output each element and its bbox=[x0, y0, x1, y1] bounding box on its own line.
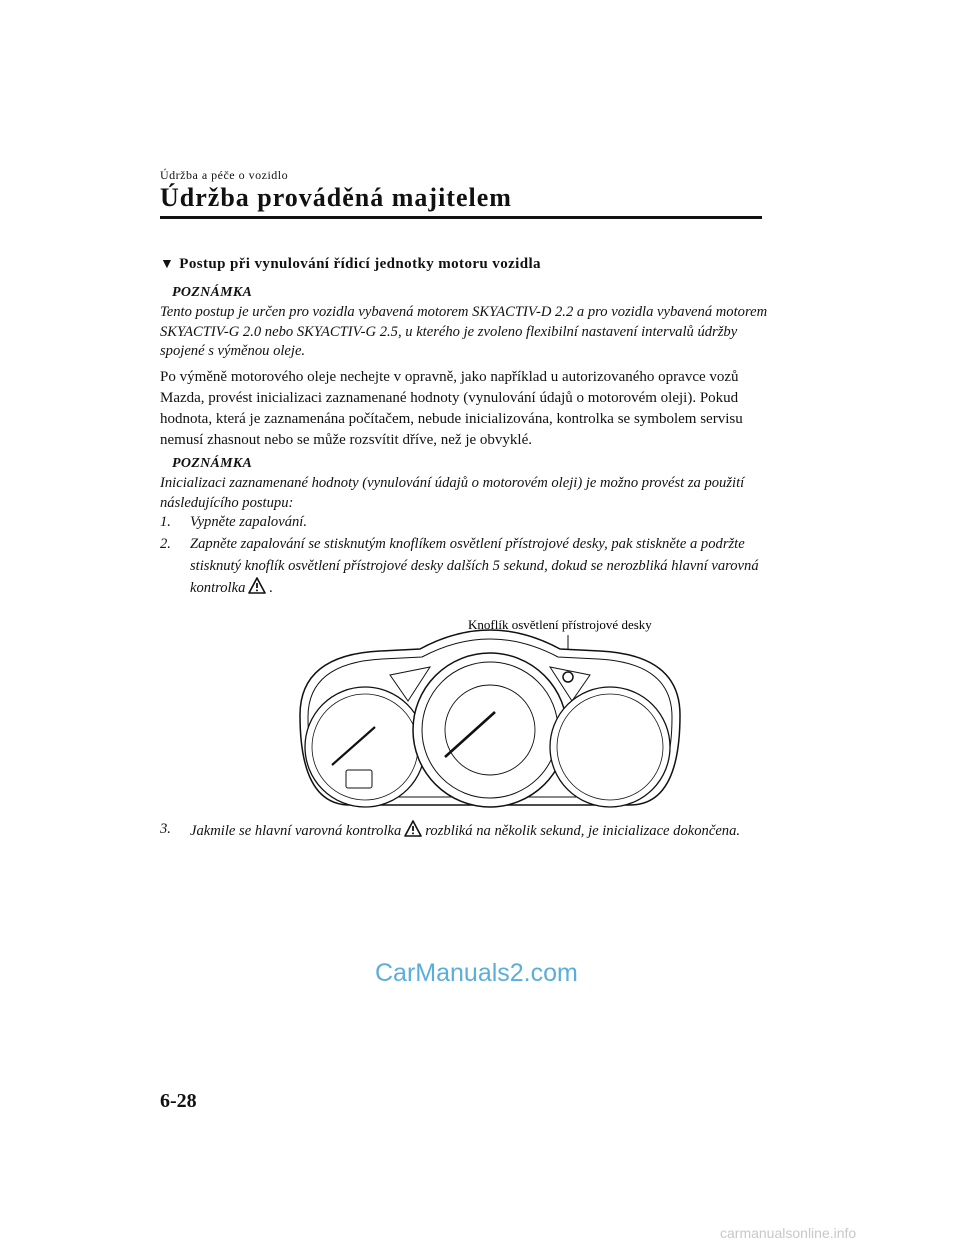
note-step-3 bbox=[160, 820, 770, 842]
triangle-marker-icon: ▼ bbox=[160, 257, 175, 272]
step-text-end: rozbliká na několik sekund, je inicializace dokončena. bbox=[425, 823, 741, 839]
watermark: CarManuals2.com bbox=[375, 959, 578, 987]
instrument-cluster-illustration bbox=[290, 615, 690, 815]
page-title: Údržba prováděná majitelem bbox=[160, 183, 512, 212]
dimmer-knob-label: Knoflík osvětlení přístrojové desky bbox=[468, 617, 652, 632]
step-text: Zapněte zapalování se stisknutým knoflíkem osvětlení přístrojové desky, pak stiskněte a podržte stisknutý knoflík osvětlení přístrojové desky dalších 5 sekund, dokud se nerozbliká hlavní varovná kontrolka bbox=[190, 535, 759, 596]
step-text-end: . bbox=[269, 579, 274, 596]
list-item bbox=[160, 820, 770, 842]
title-divider bbox=[160, 216, 762, 219]
list-item bbox=[160, 533, 770, 599]
footer-site-watermark: carmanualsonline.info bbox=[720, 1225, 857, 1241]
subsection-heading-text: Postup při vynulování řídicí jednotky motoru vozidla bbox=[179, 256, 541, 272]
dimmer-knob bbox=[563, 672, 573, 682]
note-text: Tento postup je určen pro vozidla vybavená motorem SKYACTIV-D 2.2 a pro vozidla vybavená motorem SKYACTIV-G 2.0 nebo SKYACTIV-G 2.5, u kterého je zvoleno flexibilní nastavení intervalů údržby spojené s výměnou oleje. bbox=[160, 304, 768, 359]
step-number: 3. bbox=[160, 821, 171, 837]
right-gauge bbox=[550, 687, 670, 807]
section-label: Údržba a péče o vozidlo bbox=[160, 168, 289, 182]
step-number: 1. bbox=[160, 514, 171, 530]
subsection-heading bbox=[160, 256, 541, 273]
step-text: Vypněte zapalování. bbox=[190, 514, 307, 530]
note-title: POZNÁMKA bbox=[172, 285, 253, 300]
center-gauge bbox=[413, 653, 567, 807]
page-number: 6-28 bbox=[160, 1090, 197, 1112]
warning-triangle-icon bbox=[404, 820, 422, 837]
step-number: 2. bbox=[160, 535, 171, 552]
instrument-cluster-diagram bbox=[290, 615, 690, 820]
list-item bbox=[160, 513, 770, 533]
note-title: POZNÁMKA bbox=[172, 456, 253, 471]
note-steps bbox=[160, 474, 770, 599]
note-intro: Inicializaci zaznamenané hodnoty (vynulování údajů o motorovém oleji) je možno provést za použití následujícího postupu: bbox=[160, 475, 745, 511]
step-text: Jakmile se hlavní varovná kontrolka bbox=[190, 823, 402, 839]
warning-triangle-icon bbox=[248, 577, 266, 594]
body-paragraph: Po výměně motorového oleje nechejte v opravně, jako například u autorizovaného opravce vozů Mazda, provést inicializaci zaznamenané hodnoty (vynulování údajů o motorovém oleji). Pokud hodnota, která je zaznamenána počítačem, nebude inicializována, kontrolka se symbolem servisu nemusí zhasnout nebo se může rozsvítit dříve, než je obvyklé. bbox=[160, 369, 743, 448]
left-gauge bbox=[305, 687, 425, 807]
